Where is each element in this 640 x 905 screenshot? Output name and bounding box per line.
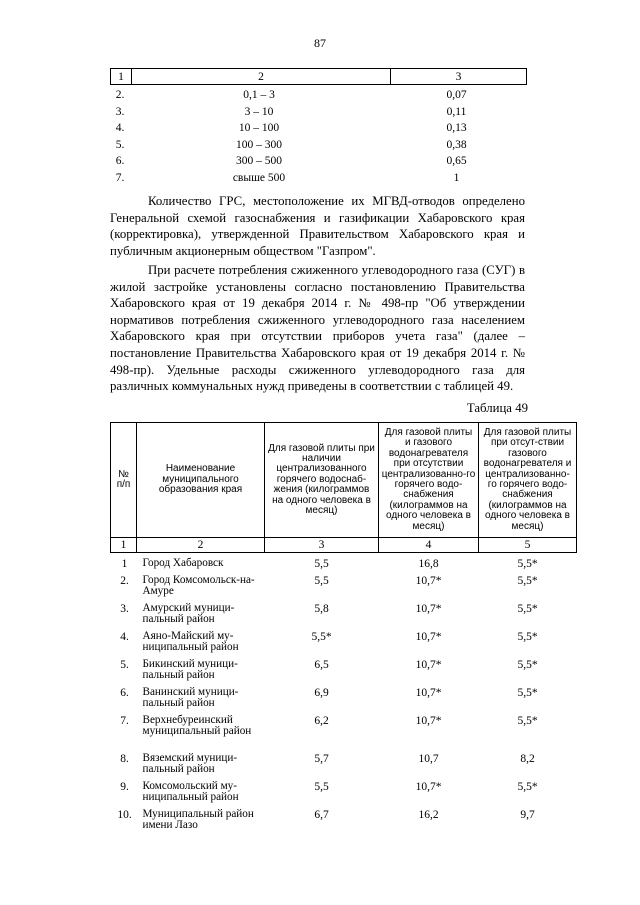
- table2-column-number: 4: [379, 538, 479, 553]
- table2-column-number: 1: [111, 538, 137, 553]
- value-col4: 10,7*: [415, 687, 442, 699]
- table-row: [111, 753, 577, 781]
- table1-cell-range: 100 – 300: [236, 138, 282, 151]
- table2-column-number: 2: [137, 538, 265, 553]
- value-col5: 5,5*: [517, 603, 538, 615]
- table1-cell-index: 6.: [115, 155, 125, 168]
- value-col5: 5,5*: [517, 715, 538, 727]
- table1-header-cell: 3: [455, 70, 462, 83]
- value-col4: 10,7*: [415, 781, 442, 793]
- value-col4: 10,7*: [415, 631, 442, 643]
- row-number: 3.: [120, 603, 129, 615]
- table-row: [111, 575, 577, 603]
- value-col5: 9,7: [520, 809, 535, 821]
- value-col4: 10,7: [418, 753, 439, 765]
- table1-cell-value: 0,13: [446, 122, 467, 135]
- value-col3: 5,5: [314, 558, 329, 570]
- row-number: 9.: [120, 781, 129, 793]
- table-row: [111, 631, 577, 659]
- row-number: 6.: [120, 687, 129, 699]
- table1-cell-range: 3 – 10: [244, 105, 274, 118]
- row-number: 5.: [120, 659, 129, 671]
- value-col4: 16,8: [418, 558, 439, 570]
- row-number: 10.: [117, 809, 132, 821]
- table1-row: [110, 153, 525, 170]
- table1-cell-index: 3.: [115, 105, 125, 118]
- table1-cell-index: 5.: [115, 138, 125, 151]
- value-col3: 6,9: [314, 687, 329, 699]
- table2-header-col3: Для газовой плиты при наличии централизованного горячего водоснаб-жения (килограммов на одного человека в месяц): [265, 423, 379, 538]
- value-col5: 5,5*: [517, 575, 538, 587]
- table1-row: [110, 120, 525, 137]
- municipality-name: Верхнебуреинский муниципальный район: [142, 714, 252, 737]
- table-row: [111, 781, 577, 809]
- table2-header-name: Наименование муниципального образования края: [137, 423, 265, 538]
- municipality-name: Амурский муници-пальный район: [142, 602, 235, 625]
- value-col4: 10,7*: [415, 659, 442, 671]
- value-col4: 10,7*: [415, 603, 442, 615]
- table2-header-col5: Для газовой плиты при отсут-ствии газового водонагревателя и централизованно-го горячего водо-снабжения (килограммов на одного человека в месяц): [479, 423, 577, 538]
- table1-cell-value: 0,38: [446, 138, 467, 151]
- municipality-name: Город Комсомольск-на-Амуре: [142, 574, 255, 597]
- value-col3: 5,5: [314, 575, 329, 587]
- value-col4: 10,7*: [415, 715, 442, 727]
- value-col3: 5,8: [314, 603, 329, 615]
- value-col5: 5,5*: [517, 558, 538, 570]
- municipality-name: Бикинский муници-пальный район: [142, 658, 238, 681]
- municipality-name: Аяно-Майский му-ниципальный район: [142, 630, 239, 653]
- row-number: 4.: [120, 631, 129, 643]
- table1-cell-range: свыше 500: [232, 171, 286, 184]
- value-col3: 6,7: [314, 809, 329, 821]
- row-number: 1: [121, 558, 128, 570]
- table1-header-cell: 1: [111, 69, 132, 84]
- value-col5: 5,5*: [517, 687, 538, 699]
- table1-cell-value: 1: [453, 171, 460, 184]
- table2-header-number: № п/п: [111, 423, 137, 538]
- municipality-name: Комсомольский му-ниципальный район: [142, 780, 239, 803]
- table1-cell-value: 0,65: [446, 155, 467, 168]
- value-col3: 5,5*: [311, 631, 332, 643]
- table1-cell-index: 2.: [115, 89, 125, 102]
- value-col5: 5,5*: [517, 659, 538, 671]
- value-col5: 5,5*: [517, 631, 538, 643]
- municipality-name: Город Хабаровск: [142, 557, 224, 569]
- table1-header-cell: 2: [132, 69, 391, 84]
- table-row: [111, 715, 577, 753]
- table1-cell-range: 300 – 500: [236, 155, 282, 168]
- value-col3: 5,7: [314, 753, 329, 765]
- value-col3: 6,2: [314, 715, 329, 727]
- table-row: [111, 603, 577, 631]
- table1-body: [110, 87, 525, 186]
- table-caption: Таблица 49: [466, 401, 528, 415]
- table-row: [111, 809, 577, 837]
- row-number: 8.: [120, 753, 129, 765]
- municipality-name: Вяземский муници-пальный район: [142, 752, 238, 775]
- value-col3: 5,5: [314, 781, 329, 793]
- table1-cell-index: 7.: [115, 171, 125, 184]
- row-number: 2.: [120, 575, 129, 587]
- table1-row: [110, 87, 525, 104]
- paragraph-grs: Количество ГРС, местоположение их МГВД-отводов определено Генеральной схемой газоснабжения и газификации Хабаровского края (корректировка), утвержденной Правительством Хабаровского края и публичным акционерным обществом "Газпром".: [110, 194, 525, 258]
- table1-header: [110, 68, 527, 85]
- table-row: [111, 659, 577, 687]
- value-col5: 5,5*: [517, 781, 538, 793]
- table1-cell-index: 4.: [115, 122, 125, 135]
- table1-cell-range: 0,1 – 3: [243, 89, 275, 102]
- municipality-name: Ванинский муници-пальный район: [142, 686, 239, 709]
- page-number: 87: [314, 36, 326, 50]
- table1-row: [110, 170, 525, 187]
- table1-cell-value: 0,11: [446, 105, 467, 118]
- value-col4: 10,7*: [415, 575, 442, 587]
- value-col3: 6,5: [314, 659, 329, 671]
- municipality-name: Муниципальный район имени Лазо: [142, 808, 254, 831]
- value-col5: 8,2: [520, 753, 535, 765]
- value-col4: 16,2: [418, 809, 439, 821]
- table1-row: [110, 137, 525, 154]
- table2-column-number: 5: [479, 538, 577, 553]
- table2-header-col4: Для газовой плиты и газового водонагревателя при отсутствии централизованно-го горячего водо-снабжения (килограммов на одного человека в месяц): [379, 423, 479, 538]
- table1-cell-value: 0,07: [446, 89, 467, 102]
- table-row: [111, 558, 577, 575]
- table1-row: [110, 104, 525, 121]
- table1-cell-range: 10 – 100: [238, 122, 280, 135]
- table-row: [111, 687, 577, 715]
- paragraph-sug: При расчете потребления сжиженного углеводородного газа (СУГ) в жилой застройке установлены согласно постановлению Правительства Хабаровского края от 19 декабря 2014 г. № 498-пр "Об утверждении нормативов потребления сжиженного углеводородного газа населением Хабаровского края при отсутствии приборов учета газа" (далее – постановление Правительства Хабаровского края от 19 декабря 2014 г. № 498-пр). Удельные расходы сжиженного углеводородного газа для различных коммунальных нужд приведены в соответствии с таблицей 49.: [110, 263, 525, 394]
- table2-column-number: 3: [265, 538, 379, 553]
- table-49: [110, 422, 577, 837]
- row-number: 7.: [120, 715, 129, 727]
